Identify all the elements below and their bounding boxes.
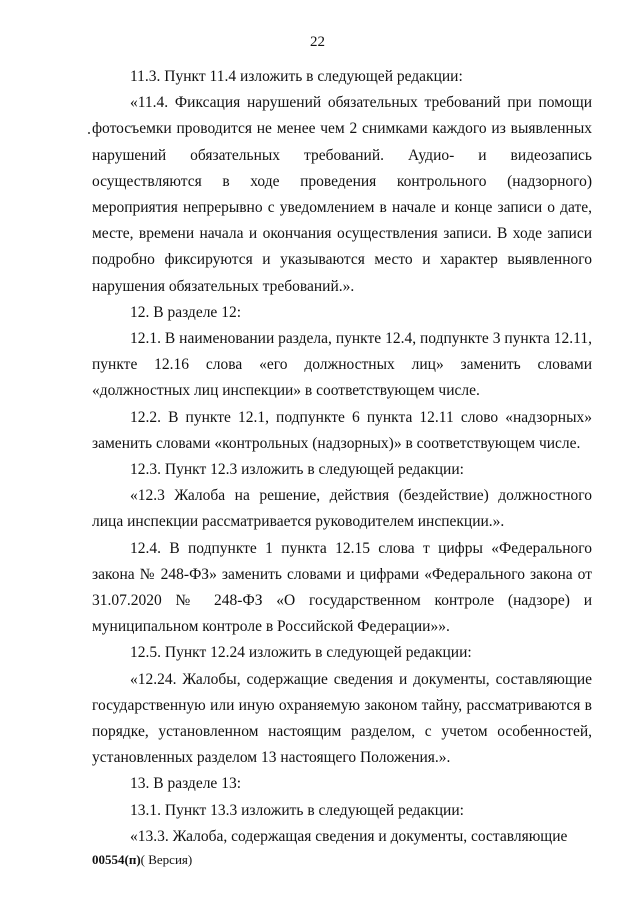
document-footer — [92, 852, 192, 868]
paragraph-12-1: 12.1. В наименовании раздела, пункте 12.4, подпункте 3 пункта 12.11, пункте 12.16 слова «его должностных лиц» заменить словами «должностных лиц инспекции» в соответствующем числе. — [92, 330, 592, 400]
paragraph-12-2: 12.2. В пункте 12.1, подпункте 6 пункта 12.11 слово «надзорных» заменить словами «контрольных (надзорных)» в соответствующем числе. — [92, 408, 592, 452]
paragraph-13: 13. В разделе 13: — [130, 775, 241, 793]
paragraph-12-3: 12.3. Пункт 12.3 изложить в следующей редакции: — [130, 461, 464, 479]
scan-speck — [88, 132, 90, 134]
paragraph-12-5: 12.5. Пункт 12.24 изложить в следующей редакции: — [130, 644, 472, 662]
page-number: 22 — [310, 34, 325, 50]
paragraph-12-4: 12.4. В подпункте 1 пункта 12.15 слова т цифры «Федерального закона № 248-ФЗ» заменить словами и цифрами «Федерального закона от 31.07.2020 № 248-ФЗ «О государственном контроле (надзоре) и муниципальном контроле в Российской Федерации»». — [92, 539, 592, 636]
paragraph-13-1: 13.1. Пункт 13.3 изложить в следующей редакции: — [130, 801, 464, 819]
document-code: 00554(п) — [92, 852, 141, 867]
paragraph-11-4-text: «11.4. Фиксация нарушений обязательных требований при помощи фотосъемки проводится не менее чем 2 снимками каждого из выявленных нарушений обязательных требований. Аудио- и видеозапись осуществляются в ходе проведения контрольного (надзорного) мероприятия непрерывно с уведомлением в начале и конце записи о дате, месте, времени начала и окончания осуществления записи. В ходе записи подробно фиксируются и указываются место и характер выявленного нарушения обязательных требований.». — [92, 94, 592, 295]
paragraph-12: 12. В разделе 12: — [130, 303, 241, 321]
paragraph-12-3-text: «12.3 Жалоба на решение, действия (бездействие) должностного лица инспекции рассматривается руководителем инспекции.». — [92, 487, 592, 531]
paragraph-11-3: 11.3. Пункт 11.4 изложить в следующей редакции: — [130, 68, 463, 85]
paragraph-12-24-text: «12.24. Жалобы, содержащие сведения и документы, составляющие государственную или иную охраняемую законом тайну, рассматриваются в порядке, установленном настоящим разделом, с учетом особенностей, установленных разделом 13 настоящего Положения.». — [92, 670, 592, 767]
document-body — [92, 64, 592, 850]
document-version: ( Версия) — [140, 852, 193, 867]
paragraph-13-3-text: «13.3. Жалоба, содержащая сведения и документы, составляющие — [130, 827, 568, 845]
